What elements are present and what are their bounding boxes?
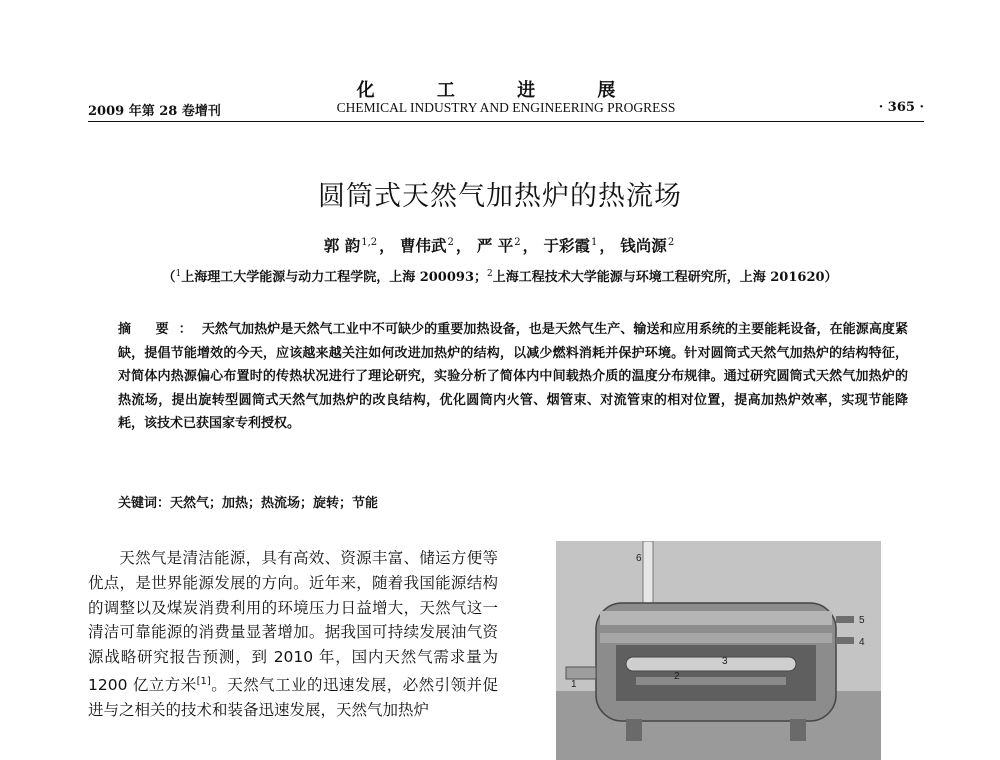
author-affil-mark: 1,2: [361, 237, 378, 248]
journal-name-en: CHEMICAL INDUSTRY AND ENGINEERING PROGRESS: [336, 100, 676, 115]
abstract: [118, 318, 908, 436]
abstract-label: 摘 要：: [118, 322, 202, 337]
author: 郭 韵: [323, 236, 361, 255]
figure-label: 2: [674, 671, 680, 682]
issue-label: 2009 年第 28 卷增刊: [88, 104, 221, 119]
author-affil-mark: 2: [667, 237, 675, 248]
keywords-label: 关键词：: [118, 496, 171, 511]
header-rule: [88, 121, 924, 122]
abstract-text: 天然气加热炉是天然气工业中不可缺少的重要加热设备，也是天然气生产、输送和应用系统的主要能耗设备，在能源高度紧缺，提倡节能增效的今天，应该越来越关注如何改进加热炉的结构，以减少燃料消耗并保护环境。针对圆筒式天然气加热炉的结构特征，对简体内热源偏心布置时的传热状况进行了理论研究，实验分析了简体内中间载热介质的温度分布规律。通过研究圆筒式天然气加热炉的热流场，提出旋转型圆筒式天然气加热炉的改良结构，优化圆筒内火管、烟管束、对流管束的相对位置，提高加热炉效率，实现节能降耗，该技术已获国家专利授权。: [118, 322, 908, 431]
author-affil-mark: 2: [514, 237, 521, 248]
figure-label: 1: [571, 679, 577, 690]
keywords: [118, 492, 908, 511]
figure-label: 6: [636, 553, 642, 564]
affiliations: （$^1$上海理工大学能源与动力工程学院，上海 200093；$^2$上海工程技术大学能源与环境工程研究所，上海 201620）: [162, 269, 838, 285]
figure-label: 4: [859, 637, 865, 648]
figure-label: 3: [722, 656, 728, 667]
author-affil-mark: 1: [591, 237, 598, 248]
author-list: 郭 韵$^{1,2}$ ， 曹伟武$^2$ ， 严 平$^2$ ， 于彩霞$^1$ ， 钱尚源$^2$: [323, 236, 675, 255]
figure-label: 5: [859, 615, 865, 626]
article-title: 圆筒式天然气加热炉的热流场: [318, 181, 682, 212]
page-number: · 365 ·: [878, 100, 924, 115]
author-affil-mark: 2: [447, 237, 454, 248]
author: 钱尚源: [620, 236, 667, 255]
author: 曹伟武: [400, 236, 447, 255]
journal-name-cn: 化 工 进 展: [356, 80, 644, 101]
citation-ref: [1]: [196, 675, 211, 687]
running-header: [88, 100, 924, 118]
heater-photo-figure: [556, 541, 881, 760]
author: 于彩霞: [543, 236, 591, 255]
keywords-text: 天然气；加热；热流场；旋转；节能: [170, 496, 379, 511]
author: 严 平: [476, 236, 514, 255]
body-paragraph: 天然气是清洁能源，具有高效、资源丰富、储运方便等优点，是世界能源发展的方向。近年来，随着我国能源结构的调整以及煤炭消费利用的环境压力日益增大，天然气这一清洁可靠能源的消费量显著增加。据我国可持续发展油气资源战略研究报告预测，到 2010 年，国内天然气需求量为 1200 亿立方米[1]。天然气工业的迅速发展，必然引领并促进与之相关的技术和装备迅速发展，天然气加热炉: [88, 549, 498, 719]
heater-photo: [556, 541, 881, 760]
